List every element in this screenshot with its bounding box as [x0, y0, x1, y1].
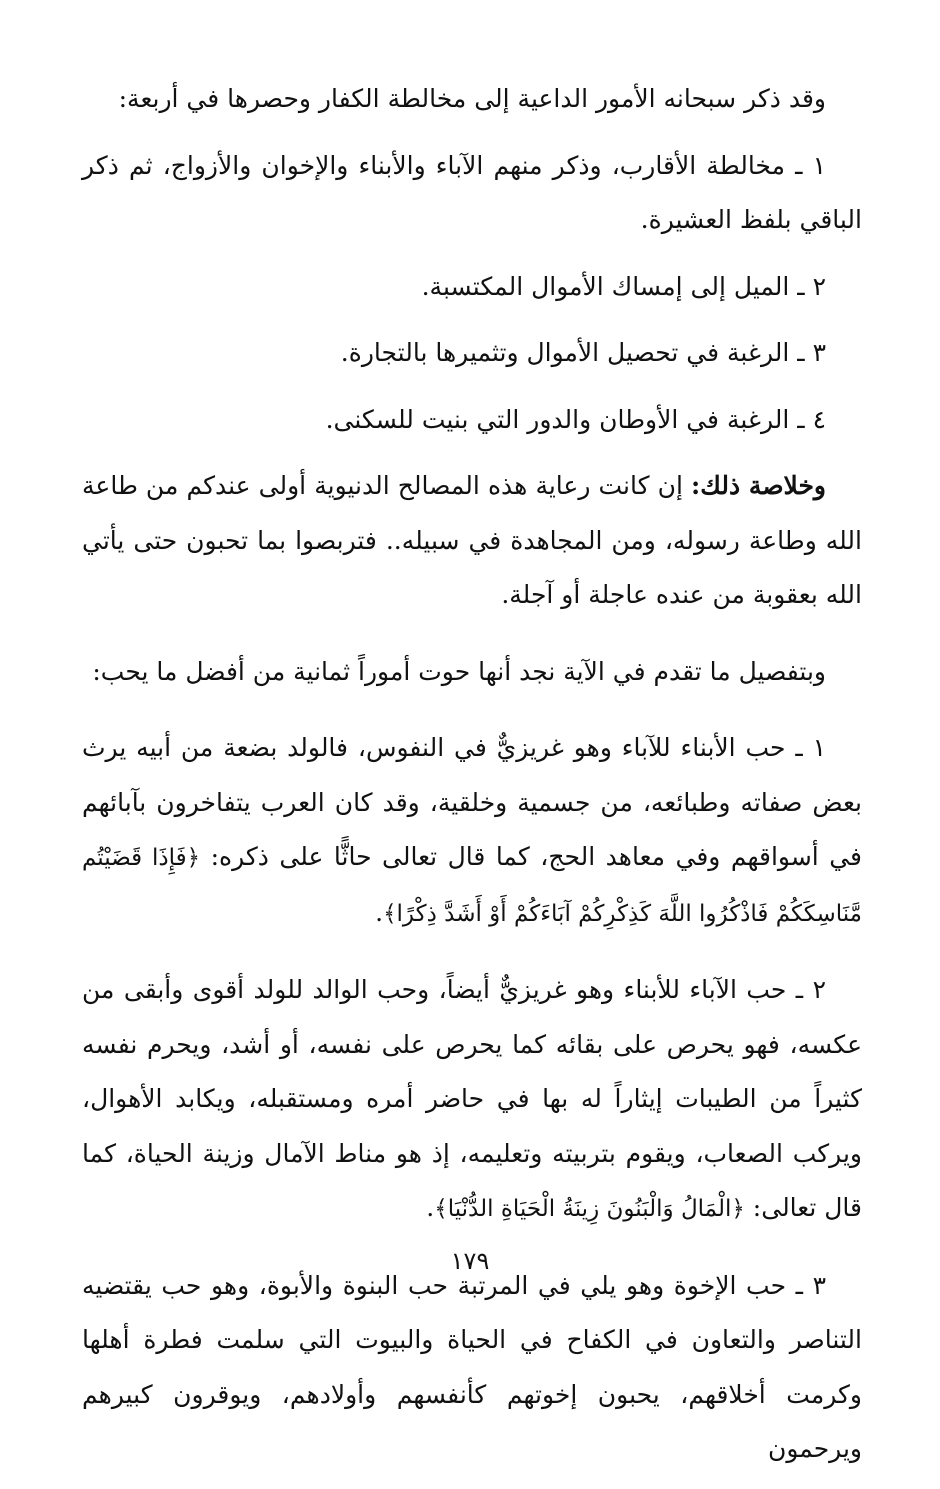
- detail-item-2: ٢ ـ حب الآباء للأبناء وهو غريزيٌّ أيضاً، وحب الوالد للولد أقوى وأبقى من عكسه، فهو يحرص على بقائه كما يحرص على نفسه، أو أشد، ويحرم نفسه كثيراً من الطيبات إيثاراً له بها في حاضر أمره ومستقبله، ويكابد الأهوال، ويركب الصعاب، ويقوم بتربيته وتعليمه، إذ هو مناط الآمال وزينة الحياة، كما قال تعالى: ﴿الْمَالُ وَالْبَنُونَ زِينَةُ الْحَيَاةِ الدُّنْيَا﴾.: [82, 975, 862, 1222]
- summary-lead: وخلاصة ذلك:: [691, 471, 827, 500]
- quran-verse: ﴿فَإِذَا قَضَيْتُم مَّنَاسِكَكُمْ فَاذْكُرُوا اللَّهَ كَذِكْرِكُمْ آبَاءَكُمْ أَوْ أَشَدَّ ذِكْرًا﴾: [82, 845, 862, 927]
- page-number: ١٧٩: [450, 1247, 490, 1275]
- quran-verse: ﴿الْمَالُ وَالْبَنُونَ زِينَةُ الْحَيَاةِ الدُّنْيَا﴾: [434, 1196, 745, 1222]
- detail-item-1: ١ ـ حب الأبناء للآباء وهو غريزيٌّ في النفوس، فالولد بضعة من أبيه يرث بعض صفاته وطبائعه، من جسمية وخلقية، وقد كان العرب يتفاخرون بآبائهم في أسواقهم وفي معاهد الحج، كما قال تعالى حاثًّا على ذكره: ﴿فَإِذَا قَضَيْتُم مَّنَاسِكَكُمْ فَاذْكُرُوا اللَّهَ كَذِكْرِكُمْ آبَاءَكُمْ أَوْ أَشَدَّ ذِكْرًا﴾.: [82, 733, 862, 927]
- list-item-4: ٤ ـ الرغبة في الأوطان والدور التي بنيت للسكنى.: [325, 404, 826, 434]
- summary-paragraph: وخلاصة ذلك: إن كانت رعاية هذه المصالح الدنيوية أولى عندكم من طاعة الله وطاعة رسوله، ومن المجاهدة في سبيله.. فتربصوا بما تحبون حتى يأتي الله بعقوبة من عنده عاجلة أو آجلة.: [82, 471, 862, 609]
- list-item-2: ٢ ـ الميل إلى إمساك الأموال المكتسبة.: [421, 271, 826, 301]
- list-item-1: ١ ـ مخالطة الأقارب، وذكر منهم الآباء والأبناء والإخوان والأزواج، ثم ذكر الباقي بلفظ العشيرة.: [82, 150, 862, 234]
- details-intro-paragraph: وبتفصيل ما تقدم في الآية نجد أنها حوت أموراً ثمانية من أفضل ما يحب:: [92, 656, 826, 686]
- page-body: [82, 72, 862, 1489]
- list-item-3: ٣ ـ الرغبة في تحصيل الأموال وتثميرها بالتجارة.: [340, 338, 826, 367]
- intro-paragraph: وقد ذكر سبحانه الأمور الداعية إلى مخالطة الكفار وحصرها في أربعة:: [118, 84, 826, 113]
- detail-item-3: ٣ ـ حب الإخوة وهو يلي في المرتبة حب البنوة والأبوة، وهو حب يقتضيه التناصر والتعاون في الكفاح في الحياة والبيوت التي سلمت فطرة أهلها وكرمت أخلاقهم، يحبون إخوتهم كأنفسهم وأولادهم، ويوقرون كبيرهم ويرحمون: [82, 1270, 862, 1463]
